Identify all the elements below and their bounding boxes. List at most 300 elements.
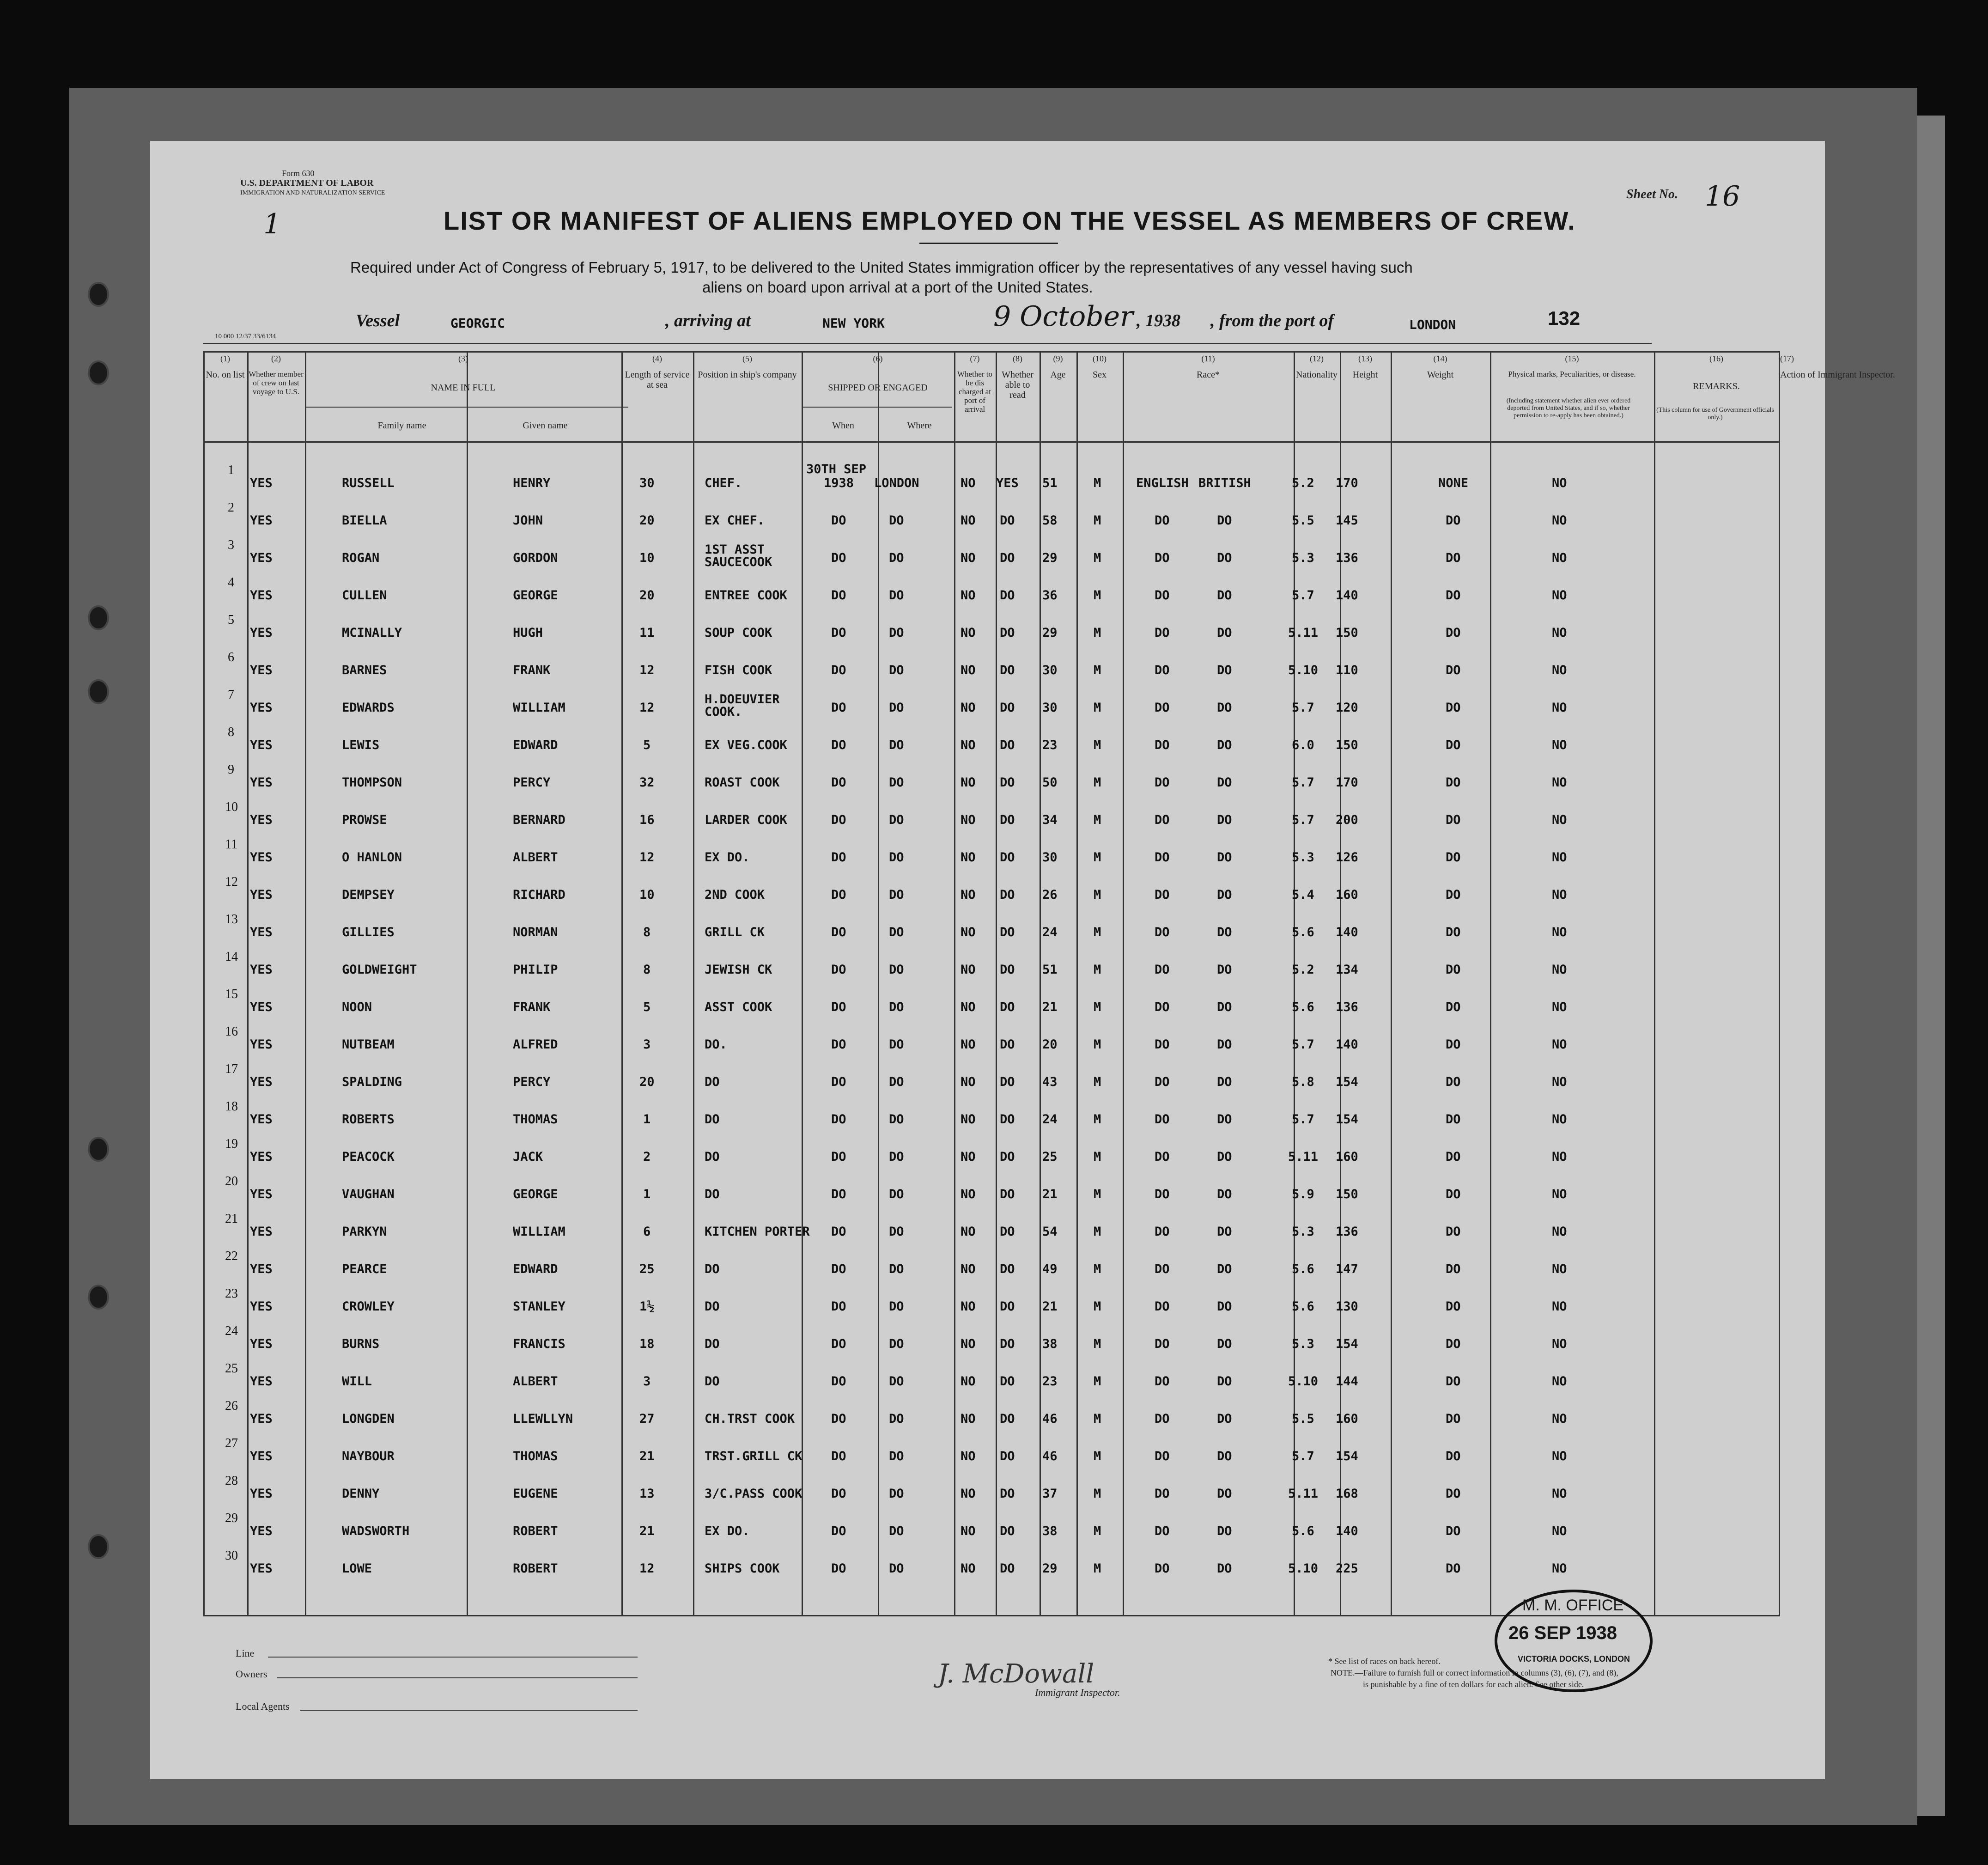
cell-race: ENGLISH: [1136, 476, 1189, 490]
cell-crew: YES: [250, 925, 273, 939]
from-label: , from the port of: [1210, 311, 1334, 330]
cell-service: 8: [643, 963, 651, 977]
cell-given: GORDON: [513, 551, 558, 565]
cell-when: DO: [831, 1524, 846, 1538]
cell-position: DO: [705, 1299, 720, 1314]
cell-where: DO: [889, 1112, 904, 1127]
cell-when: DO: [831, 1374, 846, 1389]
cell-height: 5.10: [1288, 663, 1319, 677]
cell-remarks: NO: [1552, 1000, 1567, 1014]
cell-marks: DO: [1446, 1449, 1461, 1463]
cell-nat: DO: [1217, 850, 1232, 865]
binder-hole: [88, 679, 109, 704]
cell-when: DO: [831, 963, 846, 977]
cell-disc: NO: [961, 1112, 976, 1127]
cell-where: DO: [889, 1075, 904, 1089]
agents-label: Local Agents: [236, 1700, 290, 1712]
stamp-location: VICTORIA DOCKS, LONDON: [1518, 1654, 1630, 1664]
cell-crew: YES: [250, 1412, 273, 1426]
cell-when: DO: [831, 813, 846, 827]
cell-where: DO: [889, 1000, 904, 1014]
cell-marks: DO: [1446, 1187, 1461, 1201]
cell-remarks: NO: [1552, 963, 1567, 977]
cell-nat: DO: [1217, 663, 1232, 677]
cell-age: 46: [1042, 1449, 1058, 1463]
cell-read: DO: [1000, 963, 1015, 977]
cell-service: 3: [643, 1037, 651, 1052]
cell-marks: DO: [1446, 775, 1461, 790]
cell-remarks: NO: [1552, 663, 1567, 677]
column-number: (4): [652, 354, 662, 363]
cell-crew: YES: [250, 588, 273, 603]
cell-weight: 168: [1336, 1487, 1358, 1501]
column-divider: [1294, 351, 1295, 1616]
cell-family: PEACOCK: [342, 1150, 395, 1164]
cell-marks: DO: [1446, 1299, 1461, 1314]
cell-nat: DO: [1217, 888, 1232, 902]
cell-sex: M: [1094, 813, 1101, 827]
cell-family: NUTBEAM: [342, 1037, 395, 1052]
cell-where: DO: [889, 850, 904, 865]
cell-weight: 170: [1336, 775, 1358, 790]
cell-sex: M: [1094, 775, 1101, 790]
cell-given: ROBERT: [513, 1561, 558, 1576]
cell-age: 51: [1042, 476, 1058, 490]
cell-family: WILL: [342, 1374, 372, 1389]
cell-age: 38: [1042, 1337, 1058, 1351]
cell-crew: YES: [250, 551, 273, 565]
line-label: Line: [236, 1647, 255, 1659]
cell-read: DO: [1000, 1412, 1015, 1426]
cell-when: DO: [831, 1449, 846, 1463]
cell-age: 20: [1042, 1037, 1058, 1052]
cell-weight: 154: [1336, 1112, 1358, 1127]
row-number: 11: [225, 837, 237, 852]
cell-given: HUGH: [513, 626, 543, 640]
cell-crew: YES: [250, 850, 273, 865]
cell-age: 30: [1042, 701, 1058, 715]
cell-nat: DO: [1217, 1225, 1232, 1239]
cell-family: ROGAN: [342, 551, 380, 565]
cell-disc: NO: [961, 1561, 976, 1576]
binder-hole: [88, 1137, 109, 1162]
cell-service: 20: [639, 588, 655, 603]
cell-given: THOMAS: [513, 1112, 558, 1127]
cell-disc: NO: [961, 1037, 976, 1052]
cell-when: DO: [831, 775, 846, 790]
cell-sex: M: [1094, 1524, 1101, 1538]
cell-age: 29: [1042, 551, 1058, 565]
column-number: (7): [970, 354, 980, 363]
cell-position: SOUP COOK: [705, 626, 772, 640]
cell-race: DO: [1155, 1187, 1170, 1201]
cell-height: 5.2: [1292, 963, 1314, 977]
inspector-signature: J. McDowall: [938, 1659, 1094, 1689]
cell-position: DO: [705, 1337, 720, 1351]
row-number: 19: [225, 1137, 238, 1151]
cell-sex: M: [1094, 1075, 1101, 1089]
cell-crew: YES: [250, 663, 273, 677]
cell-remarks: NO: [1552, 775, 1567, 790]
cell-nat: DO: [1217, 1112, 1232, 1127]
column-header: Length of service at sea: [625, 370, 690, 390]
cell-read: DO: [1000, 850, 1015, 865]
cell-given: RICHARD: [513, 888, 565, 902]
cell-sex: M: [1094, 626, 1101, 640]
given-name-subheader: Given name: [523, 421, 568, 431]
cell-given: ROBERT: [513, 1524, 558, 1538]
cell-sex: M: [1094, 963, 1101, 977]
cell-service: 5: [643, 1000, 651, 1014]
cell-remarks: NO: [1552, 1374, 1567, 1389]
row-number: 15: [225, 987, 238, 1001]
cell-nat: DO: [1217, 1037, 1232, 1052]
cell-position: GRILL CK: [705, 925, 765, 939]
cell-position: EX VEG.COOK: [705, 738, 787, 752]
cell-given: JACK: [513, 1150, 543, 1164]
cell-sex: M: [1094, 551, 1101, 565]
cell-read: DO: [1000, 1262, 1015, 1276]
cell-when: DO: [831, 1262, 846, 1276]
cell-weight: 160: [1336, 888, 1358, 902]
cell-nat: DO: [1217, 1000, 1232, 1014]
cell-family: SPALDING: [342, 1075, 402, 1089]
cell-crew: YES: [250, 701, 273, 715]
subtitle-line-1: Required under Act of Congress of February 5, 1917, to be delivered to the United States immigration officer by the representatives of any vessel having such: [350, 259, 1413, 276]
cell-weight: 110: [1336, 663, 1358, 677]
cell-given: EUGENE: [513, 1487, 558, 1501]
cell-service: 12: [639, 701, 655, 715]
cell-height: 5.7: [1292, 775, 1314, 790]
cell-remarks: NO: [1552, 1037, 1567, 1052]
cell-service: 12: [639, 850, 655, 865]
cell-where: DO: [889, 1037, 904, 1052]
cell-race: DO: [1155, 588, 1170, 603]
cell-sex: M: [1094, 1412, 1101, 1426]
cell-nat: DO: [1217, 551, 1232, 565]
cell-family: DEMPSEY: [342, 888, 395, 902]
cell-marks: DO: [1446, 1487, 1461, 1501]
row-number: 18: [225, 1099, 238, 1114]
cell-service: 10: [639, 551, 655, 565]
cell-crew: YES: [250, 963, 273, 977]
cell-read: DO: [1000, 1449, 1015, 1463]
stamp-office: M. M. OFFICE: [1522, 1597, 1624, 1614]
cell-when: DO: [831, 1112, 846, 1127]
cell-remarks: NO: [1552, 1524, 1567, 1538]
cell-where: DO: [889, 1561, 904, 1576]
column-header: Nationality: [1296, 370, 1337, 380]
cell-when: DO: [831, 1337, 846, 1351]
cell-race: DO: [1155, 1449, 1170, 1463]
cell-race: DO: [1155, 551, 1170, 565]
row-number: 7: [228, 688, 234, 702]
cell-age: 54: [1042, 1225, 1058, 1239]
cell-age: 38: [1042, 1524, 1058, 1538]
column-number: (14): [1433, 354, 1447, 363]
cell-read: DO: [1000, 1337, 1015, 1351]
cell-position: TRST.GRILL CK: [705, 1449, 802, 1463]
table-top-border: [203, 351, 1779, 353]
cell-where: DO: [889, 588, 904, 603]
cell-weight: 160: [1336, 1412, 1358, 1426]
cell-position: DO.: [705, 1037, 727, 1052]
cell-given: LLEWLLYN: [513, 1412, 573, 1426]
cell-remarks: NO: [1552, 1187, 1567, 1201]
cell-disc: NO: [961, 1075, 976, 1089]
cell-sex: M: [1094, 1487, 1101, 1501]
column-number: (5): [742, 354, 752, 363]
cell-crew: YES: [250, 1075, 273, 1089]
cell-weight: 170: [1336, 476, 1358, 490]
cell-race: DO: [1155, 701, 1170, 715]
binder-hole: [88, 282, 109, 307]
vessel-label: Vessel: [356, 311, 400, 330]
cell-read: DO: [1000, 775, 1015, 790]
cell-race: DO: [1155, 813, 1170, 827]
cell-race: DO: [1155, 1337, 1170, 1351]
subtitle-line-2: aliens on board upon arrival at a port of the United States.: [702, 279, 1093, 296]
binder-hole: [88, 1285, 109, 1310]
cell-service: 21: [639, 1524, 655, 1538]
column-divider: [1654, 351, 1655, 1616]
cell-remarks: NO: [1552, 1225, 1567, 1239]
column-divider: [1391, 351, 1392, 1616]
cell-position: LARDER COOK: [705, 813, 787, 827]
cell-service: 25: [639, 1262, 655, 1276]
cell-sex: M: [1094, 701, 1101, 715]
cell-marks: DO: [1446, 1000, 1461, 1014]
column-number: (9): [1053, 354, 1063, 363]
cell-where: DO: [889, 701, 904, 715]
cell-race: DO: [1155, 663, 1170, 677]
cell-weight: 150: [1336, 738, 1358, 752]
column-header: Physical marks, Peculiarities, or disease.: [1508, 370, 1636, 378]
cell-read: DO: [1000, 1075, 1015, 1089]
cell-when: DO: [831, 1299, 846, 1314]
cell-weight: 160: [1336, 1150, 1358, 1164]
cell-weight: 134: [1336, 963, 1358, 977]
cell-when: DO: [831, 588, 846, 603]
column-number: (16): [1709, 354, 1723, 363]
column-number: (12): [1310, 354, 1324, 363]
cell-sex: M: [1094, 1000, 1101, 1014]
cell-height: 5.6: [1292, 1299, 1314, 1314]
cell-sex: M: [1094, 513, 1101, 528]
cell-remarks: NO: [1552, 1262, 1567, 1276]
cell-nat: DO: [1217, 963, 1232, 977]
row-number: 17: [225, 1062, 238, 1076]
cell-when: DO: [831, 1487, 846, 1501]
cell-given: GEORGE: [513, 1187, 558, 1201]
cell-service: 8: [643, 925, 651, 939]
cell-nat: DO: [1217, 588, 1232, 603]
cell-sex: M: [1094, 476, 1101, 490]
cell-family: PROWSE: [342, 813, 387, 827]
cell-where: DO: [889, 925, 904, 939]
fine-note-2: is punishable by a fine of ten dollars for each alien. See other side.: [1363, 1680, 1584, 1689]
cell-service: 1: [643, 1112, 651, 1127]
cell-sex: M: [1094, 1187, 1101, 1201]
cell-remarks: NO: [1552, 738, 1567, 752]
cell-disc: NO: [961, 626, 976, 640]
cell-disc: NO: [961, 1374, 976, 1389]
cell-given: ALFRED: [513, 1037, 558, 1052]
cell-when: DO: [831, 925, 846, 939]
cell-where: LONDON: [874, 476, 919, 490]
column-header: NAME IN FULL: [431, 383, 496, 393]
cell-marks: DO: [1446, 1150, 1461, 1164]
cell-crew: YES: [250, 1374, 273, 1389]
row-number: 9: [228, 762, 234, 777]
sheet-label: Sheet No.: [1626, 187, 1678, 201]
cell-disc: NO: [961, 551, 976, 565]
remarks-note: (Including statement whether alien ever ordered deported from United States, and if so, whether permission to re-apply has been obtained.): [1506, 397, 1631, 419]
cell-race: DO: [1155, 1412, 1170, 1426]
cell-race: DO: [1155, 888, 1170, 902]
cell-sex: M: [1094, 1561, 1101, 1576]
cell-position: DO: [705, 1150, 720, 1164]
cell-given: BERNARD: [513, 813, 565, 827]
cell-nat: DO: [1217, 1187, 1232, 1201]
line-rule: [268, 1657, 638, 1658]
cell-race: DO: [1155, 1037, 1170, 1052]
cell-weight: 150: [1336, 626, 1358, 640]
cell-service: 1: [643, 1187, 651, 1201]
cell-race: DO: [1155, 775, 1170, 790]
cell-position: 3/C.PASS COOK: [705, 1487, 802, 1501]
cell-family: DENNY: [342, 1487, 380, 1501]
cell-age: 24: [1042, 1112, 1058, 1127]
cell-nat: DO: [1217, 775, 1232, 790]
cell-where: DO: [889, 775, 904, 790]
cell-where: DO: [889, 1524, 904, 1538]
cell-when: DO: [831, 663, 846, 677]
row-number: 28: [225, 1474, 238, 1488]
cell-position: ASST COOK: [705, 1000, 772, 1014]
cell-family: PARKYN: [342, 1225, 387, 1239]
cell-when: DO: [831, 1187, 846, 1201]
cell-nat: DO: [1217, 626, 1232, 640]
cell-position: KITCHEN PORTER: [705, 1225, 810, 1239]
cell-crew: YES: [250, 1337, 273, 1351]
cell-read: DO: [1000, 1487, 1015, 1501]
cell-age: 58: [1042, 513, 1058, 528]
cell-height: 6.0: [1292, 738, 1314, 752]
cell-marks: DO: [1446, 925, 1461, 939]
cell-race: DO: [1155, 1561, 1170, 1576]
cell-height: 5.5: [1292, 1412, 1314, 1426]
cell-weight: 154: [1336, 1337, 1358, 1351]
cell-family: RUSSELL: [342, 476, 395, 490]
cell-crew: YES: [250, 476, 273, 490]
cell-position: DO: [705, 1262, 720, 1276]
cell-service: 30: [639, 476, 655, 490]
cell-weight: 225: [1336, 1561, 1358, 1576]
cell-age: 29: [1042, 626, 1058, 640]
cell-disc: NO: [961, 813, 976, 827]
cell-height: 5.9: [1292, 1187, 1314, 1201]
cell-age: 21: [1042, 1187, 1058, 1201]
cell-nat: DO: [1217, 1150, 1232, 1164]
cell-sex: M: [1094, 588, 1101, 603]
cell-position: JEWISH CK: [705, 963, 772, 977]
cell-age: 51: [1042, 963, 1058, 977]
column-divider: [621, 351, 623, 1616]
cell-when: DO: [831, 1412, 846, 1426]
cell-position: CH.TRST COOK: [705, 1412, 795, 1426]
cell-disc: NO: [961, 738, 976, 752]
cell-when: DO: [831, 1150, 846, 1164]
cell-crew: YES: [250, 1561, 273, 1576]
cell-where: DO: [889, 513, 904, 528]
print-code: 10 000 12/37 33/6134: [215, 333, 276, 340]
column-header: Whether able to read: [1002, 370, 1034, 400]
cell-age: 21: [1042, 1299, 1058, 1314]
cell-remarks: NO: [1552, 1150, 1567, 1164]
row-number: 21: [225, 1212, 238, 1226]
cell-height: 5.11: [1288, 1150, 1319, 1164]
owners-label: Owners: [236, 1668, 267, 1680]
cell-when: DO: [831, 1075, 846, 1089]
cell-service: 11: [639, 626, 655, 640]
cell-family: CULLEN: [342, 588, 387, 603]
cell-disc: NO: [961, 888, 976, 902]
cell-service: 21: [639, 1449, 655, 1463]
cell-disc: NO: [961, 1299, 976, 1314]
row-number: 4: [228, 575, 234, 590]
cell-marks: DO: [1446, 663, 1461, 677]
cell-disc: NO: [961, 1412, 976, 1426]
column-header: SHIPPED OR ENGAGED: [828, 383, 928, 393]
cell-age: 49: [1042, 1262, 1058, 1276]
cell-family: EDWARDS: [342, 701, 395, 715]
column-divider: [1076, 351, 1078, 1616]
shipped-date: 30TH SEP: [806, 462, 867, 476]
cell-given: PERCY: [513, 775, 551, 790]
cell-when: DO: [831, 551, 846, 565]
inspector-label: Immigrant Inspector.: [1035, 1687, 1120, 1698]
cell-marks: DO: [1446, 1524, 1461, 1538]
column-header: Weight: [1427, 370, 1454, 380]
row-number: 14: [225, 950, 238, 964]
cell-remarks: NO: [1552, 813, 1567, 827]
cell-age: 34: [1042, 813, 1058, 827]
cell-family: LOWE: [342, 1561, 372, 1576]
cell-disc: NO: [961, 1000, 976, 1014]
cell-service: 6: [643, 1225, 651, 1239]
cell-race: DO: [1155, 626, 1170, 640]
cell-where: DO: [889, 738, 904, 752]
cell-read: DO: [1000, 663, 1015, 677]
cell-crew: YES: [250, 1487, 273, 1501]
cell-service: 2: [643, 1150, 651, 1164]
cell-marks: DO: [1446, 1225, 1461, 1239]
cell-age: 24: [1042, 925, 1058, 939]
cell-service: 18: [639, 1337, 655, 1351]
column-divider: [305, 351, 306, 1616]
cell-crew: YES: [250, 1225, 273, 1239]
cell-height: 5.7: [1292, 588, 1314, 603]
cell-given: JOHN: [513, 513, 543, 528]
cell-family: BURNS: [342, 1337, 380, 1351]
cell-crew: YES: [250, 888, 273, 902]
cell-disc: NO: [961, 1524, 976, 1538]
cell-marks: DO: [1446, 738, 1461, 752]
cell-family: PEARCE: [342, 1262, 387, 1276]
column-header: REMARKS.: [1693, 381, 1740, 391]
column-divider: [996, 351, 997, 1616]
